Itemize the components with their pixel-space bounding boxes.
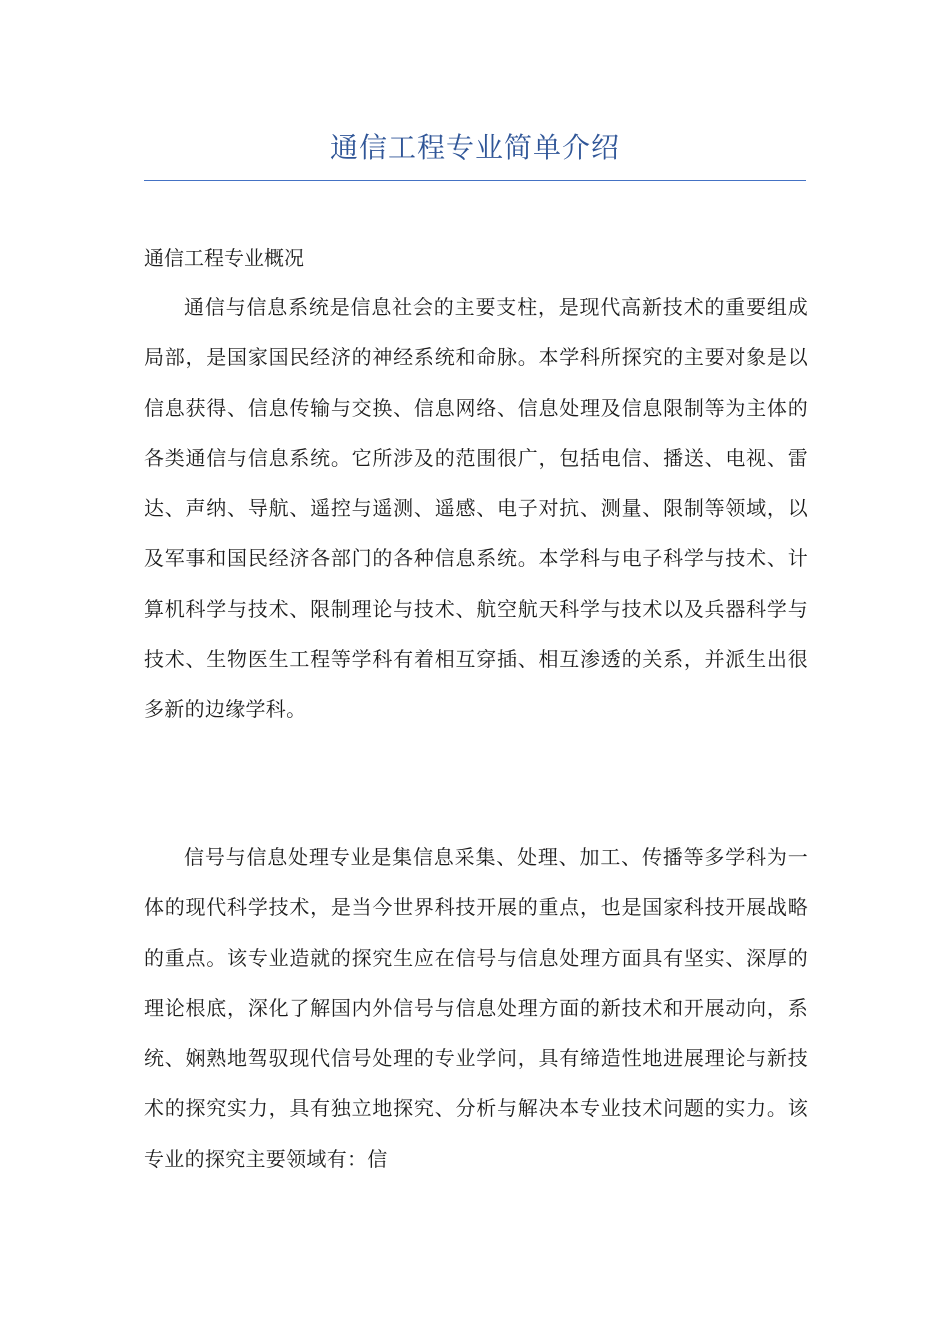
document-title: 通信工程专业简单介绍: [329, 131, 620, 164]
body-paragraph-2: 信号与信息处理专业是集信息采集、处理、加工、传播等多学科为一体的现代科学技术，是当今世界科技开展的重点，也是国家科技开展战略的重点。该专业造就的探究生应在信号与信息处理方面具有坚实、深厚的理论根底，深化了解国内外信号与信息处理方面的新技术和开展动向，系统、娴熟地驾驭现代信号处理的专业学问，具有缔造性地进展理论与新技术的探究实力，具有独立地探究、分析与解决本专业技术问题的实力。该专业的探究主要领域有：信: [144, 845, 808, 1171]
body-paragraph-1: 通信与信息系统是信息社会的主要支柱，是现代高新技术的重要组成局部，是国家国民经济的神经系统和命脉。本学科所探究的主要对象是以信息获得、信息传输与交换、信息网络、信息处理及信息限制等为主体的各类通信与信息系统。它所涉及的范围很广，包括电信、播送、电视、雷达、声纳、导航、遥控与遥测、遥感、电子对抗、测量、限制等领域，以及军事和国民经济各部门的各种信息系统。本学科与电子科学与技术、计算机科学与技术、限制理论与技术、航空航天科学与技术以及兵器科学与技术、生物医生工程等学科有着相互穿插、相互渗透的关系，并派生出很多新的边缘学科。: [144, 295, 808, 722]
title-underline-rule: [144, 180, 806, 181]
section-heading: 通信工程专业概况: [144, 246, 304, 270]
